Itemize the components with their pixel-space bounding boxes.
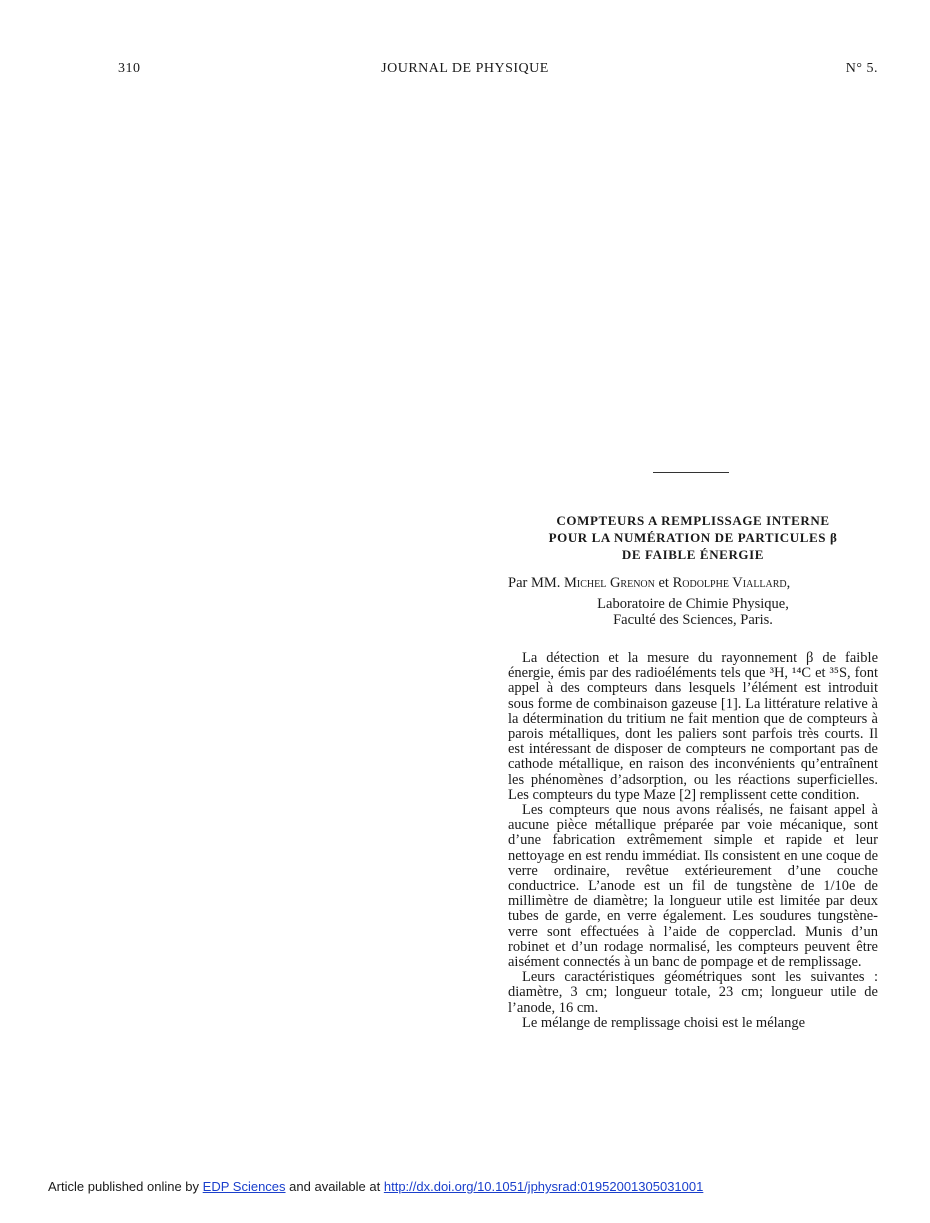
page-number: 310 [118, 61, 141, 76]
body-paragraph: Le mélange de remplissage choisi est le mélange [522, 1014, 806, 1031]
author-name: Rodolphe Viallard, [672, 575, 791, 591]
title-line: DE FAIBLE ÉNERGIE [621, 547, 765, 562]
section-divider [653, 472, 729, 473]
authors-conjunction: et [658, 575, 669, 591]
footer-prefix: Article published online by [48, 1179, 200, 1194]
author-line [508, 575, 878, 592]
author-name: Michel Grenon [564, 575, 655, 591]
doi-link[interactable]: http://dx.doi.org/10.1051/jphysrad:01952001305031001 [383, 1179, 704, 1194]
issue-number: N° 5. [845, 61, 878, 76]
publisher-link[interactable]: EDP Sciences [202, 1179, 286, 1194]
publication-footer [48, 1179, 703, 1194]
footer-middle: and available at [289, 1179, 381, 1194]
article-title [508, 512, 878, 563]
authors-prefix: Par MM. [508, 575, 561, 591]
body-paragraph: La détection et la mesure du rayonnement β de faible énergie, émis par des radioéléments tels que ³H, ¹⁴C et ³⁵S, font appel à des compteurs dans lesquels l’élément est introduit sous forme de combinaison gazeuse [1]. La littérature relative à la détermination du tritium ne fait mention que de compteurs à parois métalliques, dont les paliers sont parfois très courts. Il est intéressant de disposer de compteurs ne comportant pas de cathode métallique, en raison des inconvénients qu’entraînent les phénomènes d’adsorption, ou les réactions superficielles. Les compteurs du type Maze [2] remplissent cette condition. [508, 650, 878, 803]
title-line: POUR LA NUMÉRATION DE PARTICULES β [548, 530, 838, 545]
article-body [508, 651, 878, 1031]
body-paragraph: Leurs caractéristiques géométriques sont les suivantes : diamètre, 3 cm; longueur totale, 23 cm; longueur utile de l’anode, 16 cm. [508, 969, 878, 1016]
affiliation-line: Faculté des Sciences, Paris. [613, 612, 773, 628]
affiliation-line: Laboratoire de Chimie Physique, [597, 596, 789, 612]
title-line: COMPTEURS A REMPLISSAGE INTERNE [556, 513, 830, 528]
body-paragraph: Les compteurs que nous avons réalisés, ne faisant appel à aucune pièce métallique préparée par voie mécanique, sont d’une fabrication extrêmement simple et rapide et leur nettoyage en est rendu immédiat. Ils consistent en une coque de verre ordinaire, revêtue extérieurement d’une couche conductrice. L’anode est un fil de tungstène de 1/10e de millimètre de diamètre; la longueur utile est limitée par deux tubes de garde, en verre également. Les soudures tungstène-verre sont effectuées à l’aide de copperclad. Munis d’un robinet et d’un rodage normalisé, les compteurs peuvent être aisément connectés à un banc de pompage et de remplissage. [508, 802, 878, 971]
journal-title: JOURNAL DE PHYSIQUE [381, 61, 549, 76]
affiliation [508, 596, 878, 628]
